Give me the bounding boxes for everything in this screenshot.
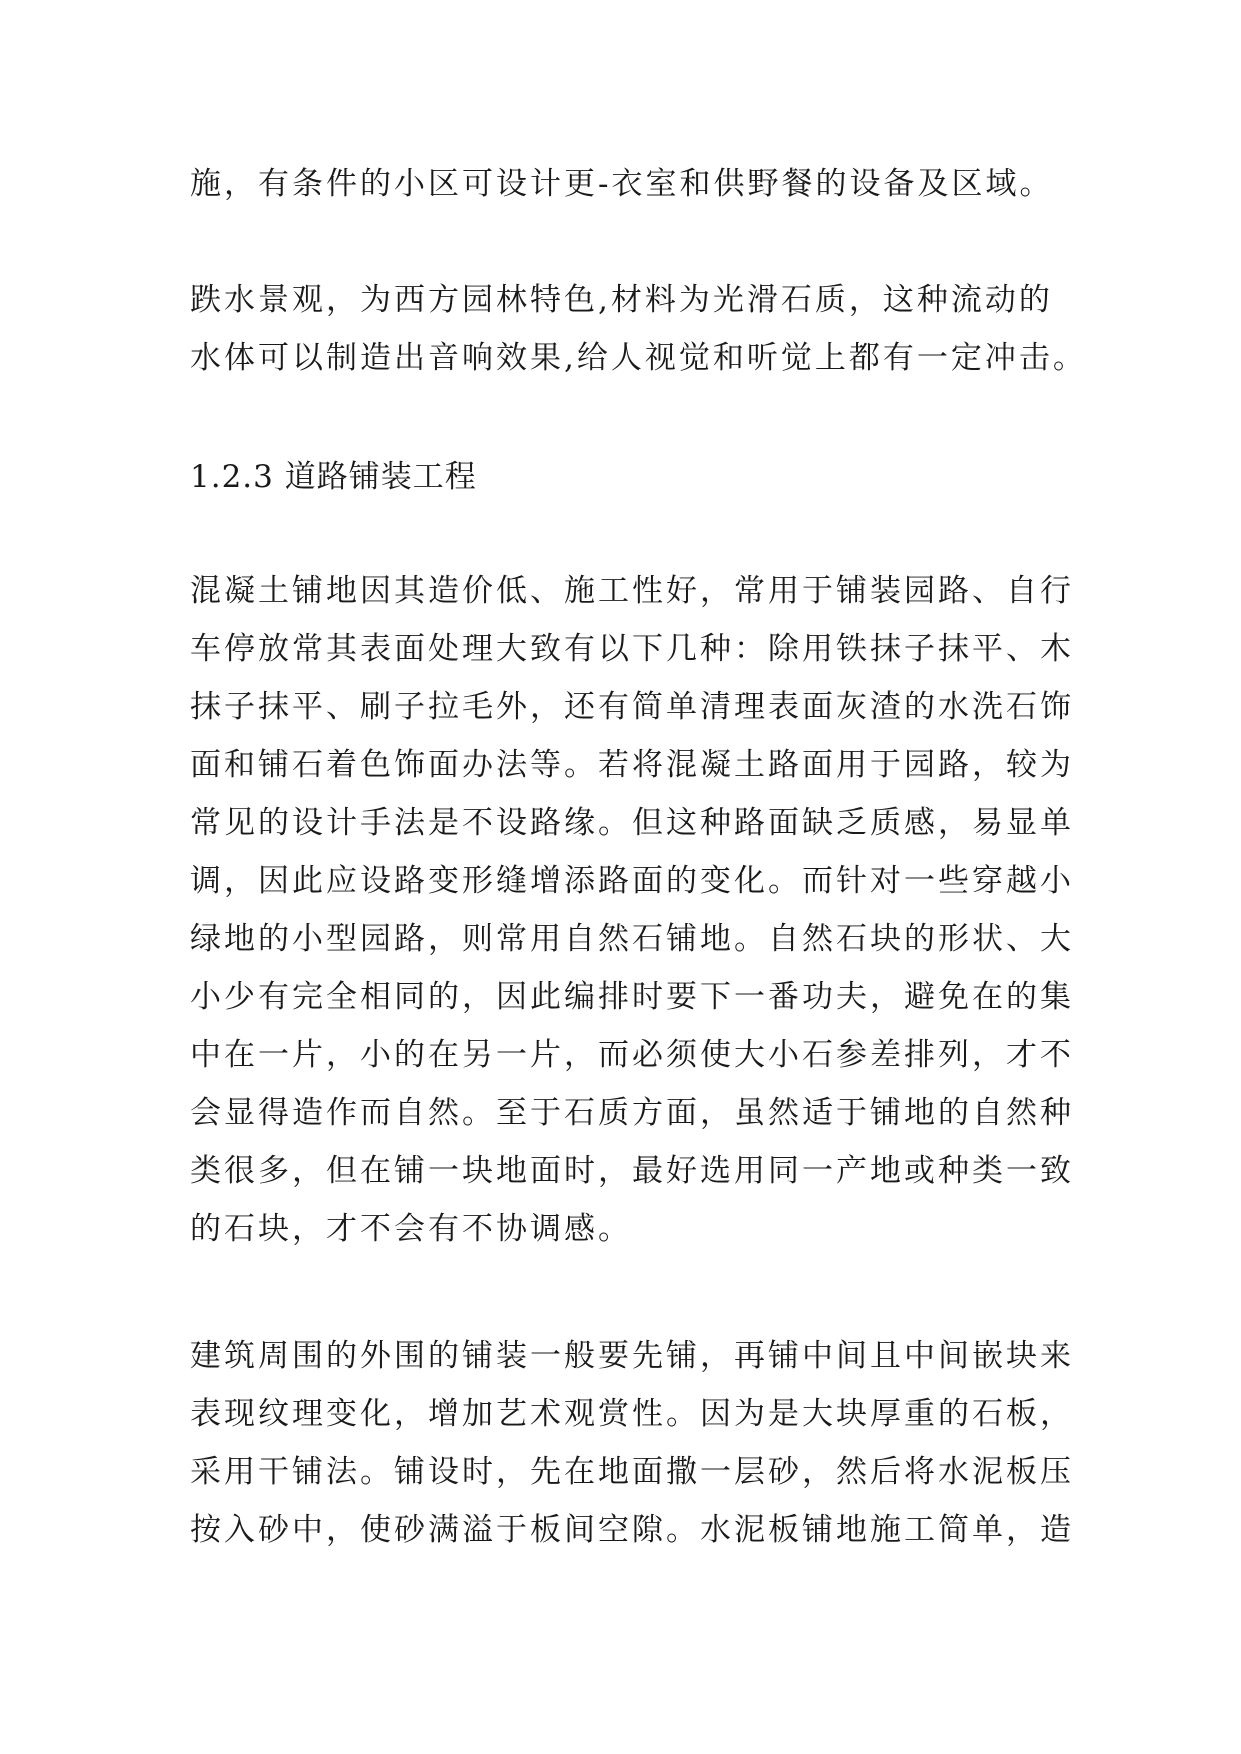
text-line: 表现纹理变化，增加艺术观赏性。因为是大块厚重的石板， (190, 1396, 1074, 1432)
paragraph-cascade-landscape (190, 271, 1087, 387)
text-line: 类很多，但在铺一块地面时，最好选用同一产地或种类一致 (190, 1153, 1074, 1189)
paragraph-facilities (190, 155, 1055, 213)
text-line: 会显得造作而自然。至于石质方面，虽然适于铺地的自然种 (190, 1095, 1074, 1131)
paragraph-building-perimeter-paving (190, 1327, 1074, 1559)
text-line: 面和铺石着色饰面办法等。若将混凝土路面用于园路，较为 (190, 747, 1074, 783)
text-line: 建筑周围的外围的铺装一般要先铺，再铺中间且中间嵌块来 (190, 1338, 1074, 1374)
text-line: 车停放常其表面处理大致有以下几种：除用铁抹子抹平、木 (190, 631, 1074, 667)
text-line: 按入砂中，使砂满溢于板间空隙。水泥板铺地施工简单，造 (190, 1512, 1074, 1548)
text-line: 混凝土铺地因其造价低、施工性好，常用于铺装园路、自行 (190, 573, 1074, 609)
text-line: 小少有完全相同的，因此编排时要下一番功夫，避免在的集 (190, 979, 1074, 1015)
text-line: 中在一片，小的在另一片，而必须使大小石参差排列，才不 (190, 1037, 1074, 1073)
heading-text: 1.2.3 道路铺装工程 (190, 459, 477, 495)
text-line: 采用干铺法。铺设时，先在地面撒一层砂，然后将水泥板压 (190, 1454, 1074, 1490)
text-line: 调，因此应设路变形缝增添路面的变化。而针对一些穿越小 (190, 863, 1074, 899)
text-line: 绿地的小型园路，则常用自然石铺地。自然石块的形状、大 (190, 921, 1074, 957)
text-line: 常见的设计手法是不设路缘。但这种路面缺乏质感，易显单 (190, 805, 1074, 841)
text-line: 水体可以制造出音响效果,给人视觉和听觉上都有一定冲击。 (190, 340, 1087, 376)
text-line: 抹子抹平、刷子拉毛外，还有简单清理表面灰渣的水洗石饰 (190, 689, 1074, 725)
text-line: 跌水景观，为西方园林特色,材料为光滑石质，这种流动的 (190, 282, 1053, 318)
section-heading (190, 448, 1055, 506)
text-line: 施，有条件的小区可设计更-衣室和供野餐的设备及区域。 (190, 166, 1054, 202)
paragraph-concrete-paving (190, 562, 1074, 1258)
text-line: 的石块，才不会有不协调感。 (190, 1211, 632, 1247)
